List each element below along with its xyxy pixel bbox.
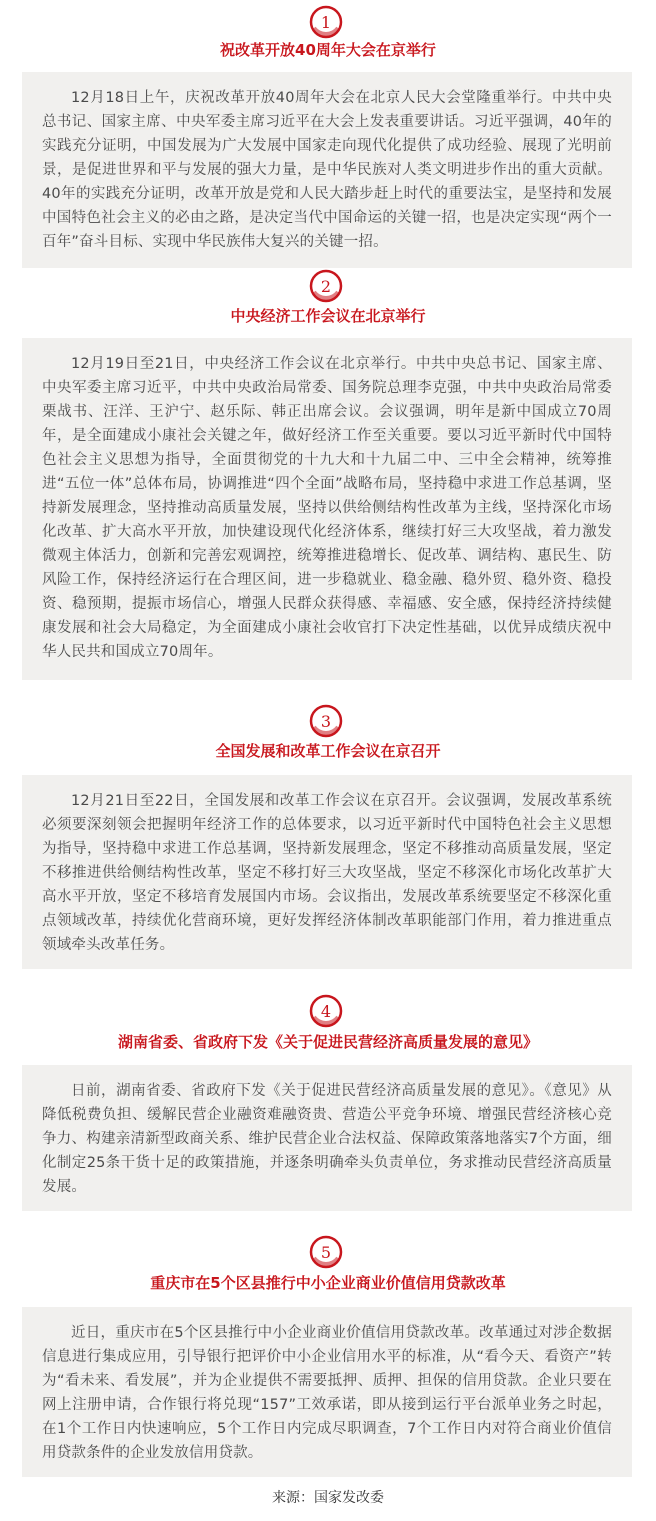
badge-number: 1 [320, 13, 332, 32]
section-title: 重庆市在5个区县推行中小企业商业价值信用贷款改革 [150, 1274, 506, 1292]
number-badge-icon [308, 993, 344, 1029]
badge-number: 2 [320, 277, 332, 296]
section-body: 日前，湖南省委、省政府下发《关于促进民营经济高质量发展的意见》。《意见》从降低税费负担、缓解民营企业融资难融资贵、营造公平竞争环境、增强民营经济核心竞争力、构建亲清新型政商关系、维护民营企业合法权益、保障政策落地落实7个方面，细化制定25条干货十足的政策措施，并逐条明确牵头负责单位，务求推动民营经济高质量发展。 [42, 1083, 612, 1195]
badge-number: 5 [320, 1243, 332, 1262]
section-title: 湖南省委、省政府下发《关于促进民营经济高质量发展的意见》 [117, 1033, 538, 1051]
section-body: 12月18日上午，庆祝改革开放40周年大会在北京人民大会堂隆重举行。中共中央总书记、国家主席、中央军委主席习近平在大会上发表重要讲话。习近平强调，40年的实践充分证明，中国发展为广大发展中国家走向现代化提供了成功经验、展现了光明前景，是促进世界和平与发展的强大力量，是中华民族对人类文明进步作出的重大贡献。40年的实践充分证明，改革开放是党和人民大踏步赶上时代的重要法宝，是坚持和发展中国特色社会主义的必由之路，是决定当代中国命运的关键一招，也是决定实现“两个一百年”奋斗目标、实现中华民族伟大复兴的关键一招。 [42, 90, 612, 250]
number-badge-icon [308, 1234, 344, 1270]
section-body: 近日，重庆市在5个区县推行中小企业商业价值信用贷款改革。改革通过对涉企数据信息进行集成应用，引导银行把评价中小企业信用水平的标准，从“看今天、看资产”转为“看未来、看发展”，并为企业提供不需要抵押、质押、担保的信用贷款。企业只要在网上注册申请，合作银行将兑现“157”工效承诺，即从接到运行平台派单业务之时起，在1个工作日内快速响应，5个工作日内完成尽职调查，7个工作日内对符合商业价值信用贷款条件的企业发放信用贷款。 [42, 1325, 612, 1461]
number-badge-icon [308, 268, 344, 304]
section-body-box [22, 338, 632, 680]
section-body-box [22, 72, 632, 268]
badge-number: 3 [320, 712, 332, 731]
badge-number: 4 [320, 1002, 332, 1021]
source-credit: 来源：国家发改委 [272, 1490, 384, 1506]
section-body: 12月21日至22日，全国发展和改革工作会议在京召开。会议强调，发展改革系统必须要深刻领会把握明年经济工作的总体要求，以习近平新时代中国特色社会主义思想为指导，坚持稳中求进工作总基调，坚持新发展理念，坚定不移推动高质量发展，坚定不移推进供给侧结构性改革，坚定不移打好三大攻坚战，坚定不移深化市场化改革扩大高水平开放，坚定不移培育发展国内市场。会议指出，发展改革系统要坚定不移深化重点领域改革，持续优化营商环境，更好发挥经济体制改革职能部门作用，着力推进重点领域牵头改革任务。 [42, 793, 612, 953]
number-badge-icon [308, 4, 344, 40]
section-body-box [22, 1307, 632, 1477]
section-title: 祝改革开放40周年大会在京举行 [220, 41, 436, 59]
section-body-box [22, 1065, 632, 1211]
number-badge-icon [308, 703, 344, 739]
section-body: 12月19日至21日，中央经济工作会议在北京举行。中共中央总书记、国家主席、中央军委主席习近平，中共中央政治局常委、国务院总理李克强，中共中央政治局常委栗战书、汪洋、王沪宁、赵乐际、韩正出席会议。会议强调，明年是新中国成立70周年，是全面建成小康社会关键之年，做好经济工作至关重要。要以习近平新时代中国特色社会主义思想为指导，全面贯彻党的十九大和十九届二中、三中全会精神，统筹推进“五位一体”总体布局，协调推进“四个全面”战略布局，坚持稳中求进工作总基调，坚持新发展理念，坚持推动高质量发展，坚持以供给侧结构性改革为主线，坚持深化市场化改革、扩大高水平开放，加快建设现代化经济体系，继续打好三大攻坚战，着力激发微观主体活力，创新和完善宏观调控，统筹推进稳增长、促改革、调结构、惠民生、防风险工作，保持经济运行在合理区间，进一步稳就业、稳金融、稳外贸、稳外资、稳投资、稳预期，提振市场信心，增强人民群众获得感、幸福感、安全感，保持经济持续健康发展和社会大局稳定，为全面建成小康社会收官打下决定性基础，以优异成绩庆祝中华人民共和国成立70周年。 [42, 356, 612, 660]
section-title: 全国发展和改革工作会议在京召开 [215, 742, 441, 760]
section-body-box [22, 775, 632, 969]
section-title: 中央经济工作会议在北京举行 [230, 307, 426, 325]
news-section-1 [0, 0, 656, 270]
